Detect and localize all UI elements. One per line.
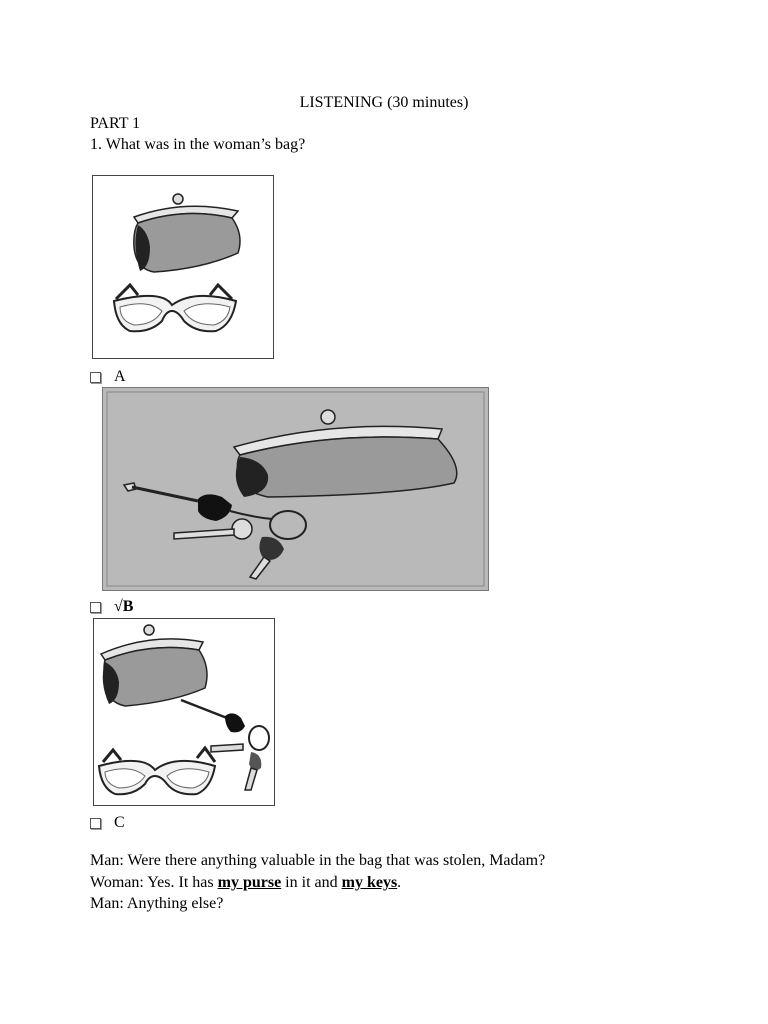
page-title: LISTENING (30 minutes): [299, 94, 469, 111]
woman-line-suffix: .: [397, 874, 402, 891]
picture-b: [102, 387, 489, 591]
woman-line-mid: in it and: [281, 874, 342, 891]
answer-keys: my keys: [341, 874, 398, 891]
option-a-label: A: [114, 368, 126, 385]
option-a[interactable]: [90, 368, 126, 386]
dialogue-line-woman: [90, 874, 401, 892]
dialogue-line-man-1: Man: Were there anything valuable in the bag that was stolen, Madam?: [90, 852, 546, 869]
option-c[interactable]: [90, 814, 125, 832]
part-heading: PART 1: [90, 115, 141, 132]
picture-a: [92, 175, 274, 359]
option-b[interactable]: [90, 598, 133, 616]
question-text: 1. What was in the woman’s bag?: [90, 136, 306, 153]
option-b-checkbox[interactable]: [90, 602, 101, 613]
option-b-label-group: [114, 598, 133, 616]
dialogue-line-man-2: Man: Anything else?: [90, 895, 224, 912]
option-c-checkbox[interactable]: [90, 818, 101, 829]
woman-line-prefix: Woman: Yes. It has: [90, 874, 218, 891]
option-b-mark: √: [114, 598, 123, 615]
option-b-label: B: [122, 598, 134, 615]
answer-purse: my purse: [217, 874, 282, 891]
picture-c: [93, 618, 275, 806]
option-c-label: C: [114, 814, 125, 831]
option-a-checkbox[interactable]: [90, 372, 101, 383]
